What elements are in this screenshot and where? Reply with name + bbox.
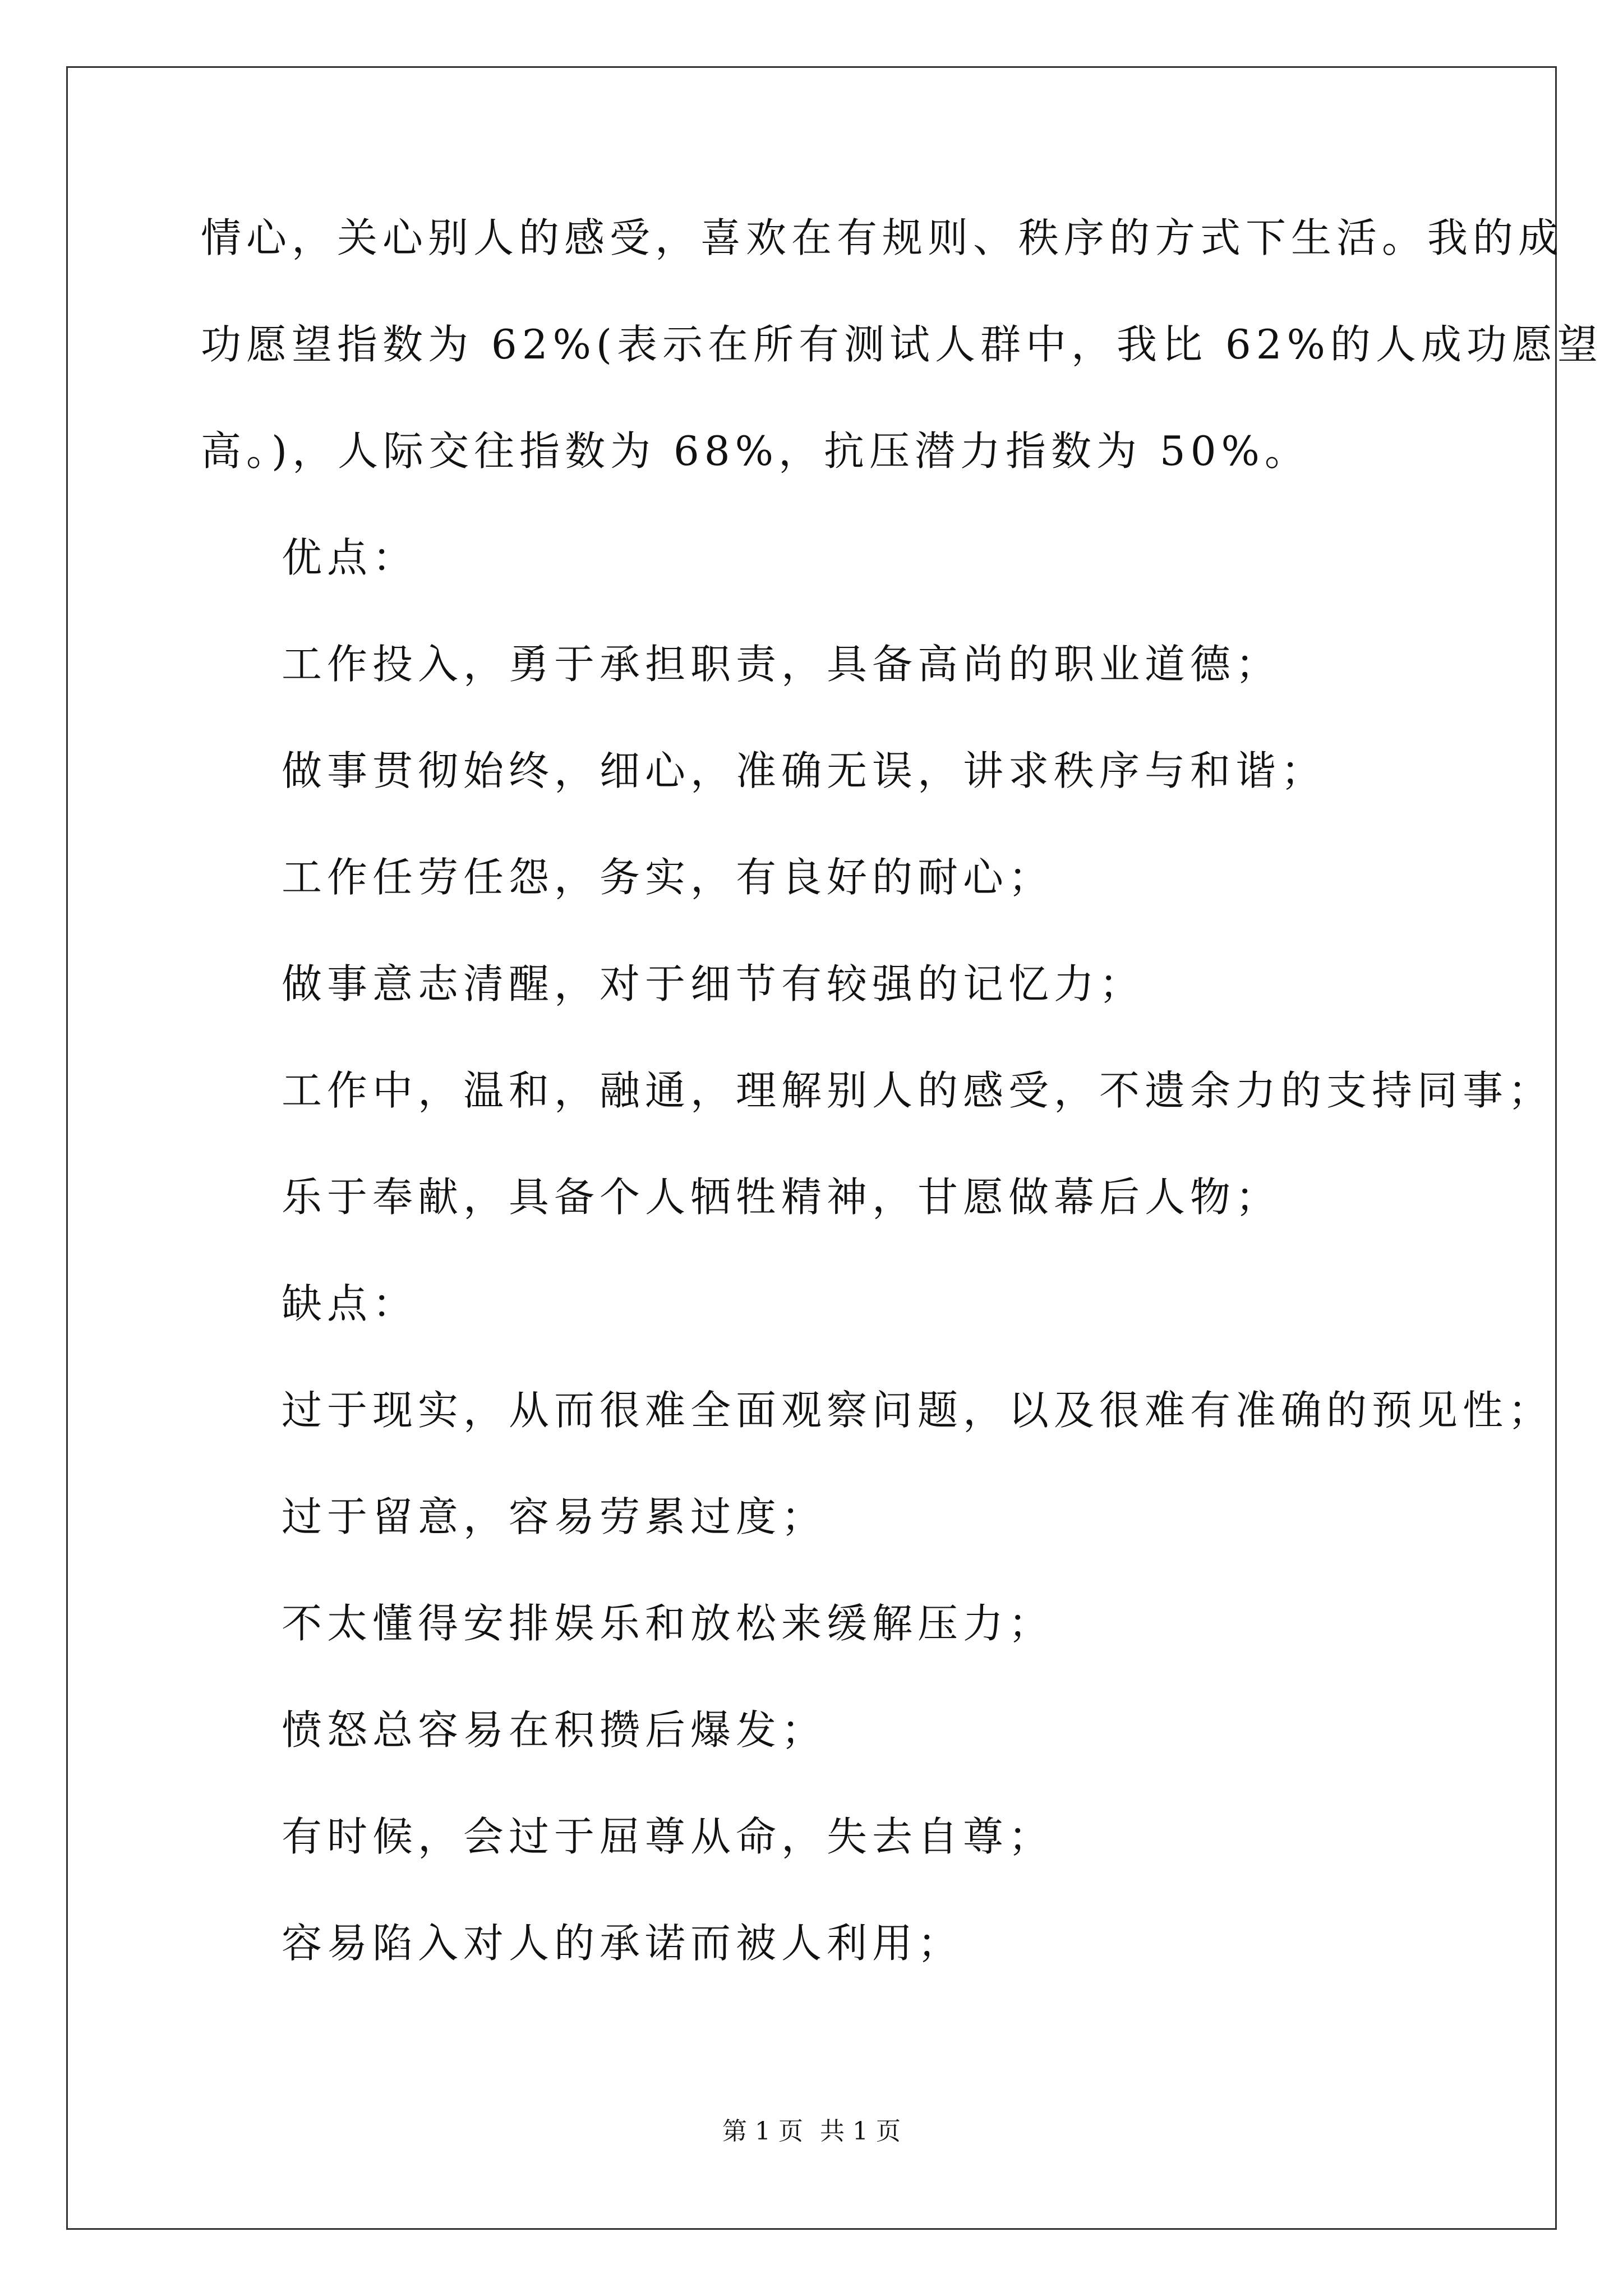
document-body <box>201 213 1603 2025</box>
strength-item: 做事贯彻始终，细心，准确无误，讲求秩序与和谐； <box>282 747 1327 794</box>
page-total: 共 1 页 <box>820 2117 901 2146</box>
strength-item: 工作投入，勇于承担职责，具备高尚的职业道德； <box>282 641 1281 688</box>
weakness-item: 愤怒总容易在积攒后爆发； <box>282 1706 827 1754</box>
weakness-item: 不太懂得安排娱乐和放松来缓解压力； <box>282 1600 1054 1647</box>
strength-item: 乐于奉献，具备个人牺牲精神，甘愿做幕后人物； <box>282 1174 1281 1221</box>
paragraph-line: 情心，关心别人的感受，喜欢在有规则、秩序的方式下生活。我的成 <box>201 214 1564 261</box>
weakness-item: 容易陷入对人的承诺而被人利用； <box>282 1920 963 1967</box>
paragraph-line: 高。)，人际交往指数为 68%，抗压潜力指数为 50%。 <box>201 427 1310 475</box>
weakness-item: 有时候，会过于屈尊从命，失去自尊； <box>282 1813 1054 1860</box>
page-footer <box>0 2115 1623 2148</box>
weakness-item: 过于现实，从而很难全面观察问题，以及很难有准确的预见性； <box>282 1387 1554 1434</box>
strengths-heading: 优点： <box>282 534 418 581</box>
page-number: 第 1 页 <box>722 2117 803 2146</box>
weakness-item: 过于留意，容易劳累过度； <box>282 1493 827 1540</box>
strength-item: 做事意志清醒，对于细节有较强的记忆力； <box>282 960 1145 1007</box>
strength-item: 工作中，温和，融通，理解别人的感受，不遗余力的支持同事； <box>282 1067 1554 1114</box>
paragraph-line: 功愿望指数为 62%(表示在所有测试人群中，我比 62%的人成功愿望 <box>201 321 1603 368</box>
weaknesses-heading: 缺点： <box>282 1280 418 1327</box>
strength-item: 工作任劳任怨，务实，有良好的耐心； <box>282 854 1054 901</box>
